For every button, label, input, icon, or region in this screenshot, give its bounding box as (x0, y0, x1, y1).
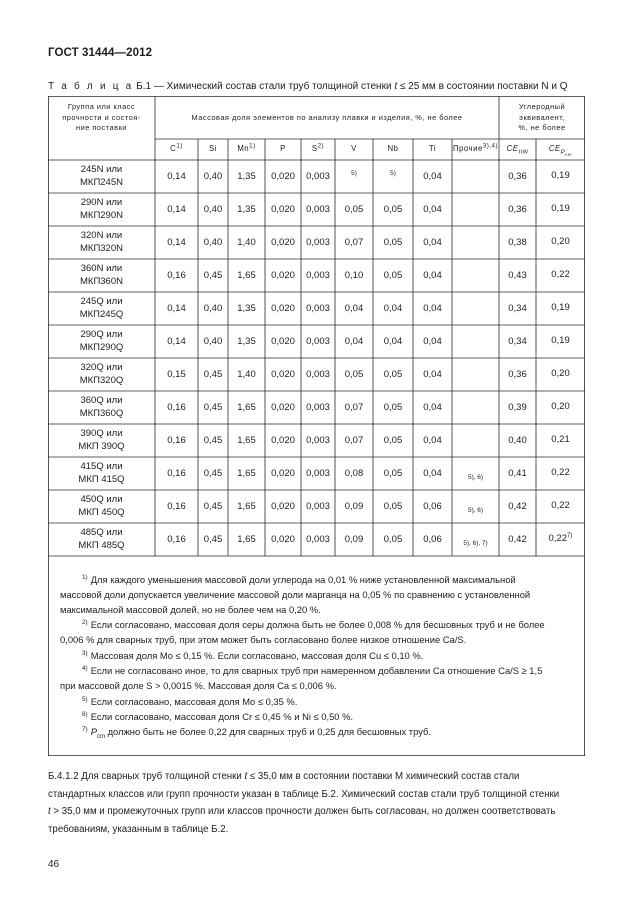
caption-label: Т а б л и ц а (48, 81, 134, 92)
row-grade-line-1: 320N или (80, 230, 123, 241)
row-cepcm (536, 434, 585, 446)
row-c: 0,16 (167, 402, 186, 413)
ce-pcm-sub: Pcm (560, 149, 573, 157)
row-v: 0,08 (344, 468, 364, 479)
row-p: 0,020 (271, 369, 295, 380)
row-s: 0,003 (306, 204, 330, 215)
row-grade-line-2: МКП 390Q (78, 441, 125, 452)
row-nb: 0,05 (383, 534, 403, 545)
row-grade-line-2: МКП290Q (79, 342, 124, 353)
header-element-1 (198, 144, 228, 155)
header-group-line: Группа или класс (67, 102, 136, 111)
row-c: 0,16 (167, 501, 186, 512)
header-element-2 (228, 144, 265, 155)
header-element-3 (265, 144, 301, 155)
header-element-0 (155, 144, 198, 155)
row-p: 0,020 (271, 501, 295, 512)
cepcm-value: 0,19 (551, 203, 570, 214)
row-grade-line-2: МКП320N (80, 243, 123, 254)
row-grade-line-1: 245N или (80, 164, 123, 175)
row-c: 0,14 (167, 171, 186, 182)
row-s: 0,003 (306, 468, 330, 479)
row-v-mark: 5) (351, 170, 357, 177)
note-text: массовой доли допускается увеличение массовой доли марганца на 0,05 % по сравнению с установленной (60, 589, 531, 600)
element-symbol: C (170, 144, 177, 153)
element-footnote-mark: 1) (249, 142, 256, 150)
note-mark: 3) (82, 649, 88, 657)
row-cepcm (536, 236, 585, 248)
header-carbon-eq-line: эквивалент, (519, 112, 565, 122)
row-si: 0,45 (203, 534, 223, 545)
note-text: должно быть не более 0,22 для сварных труб и 0,25 для бесшовных труб. (107, 726, 431, 737)
row-si: 0,45 (203, 468, 223, 479)
row-si: 0,40 (203, 171, 223, 182)
cepcm-value: 0,21 (551, 434, 570, 445)
para-line-2: стандартных классов или групп прочности указан в таблице Б.2. Химический состав стали труб толщиной стенки (48, 788, 560, 800)
row-si: 0,40 (203, 303, 223, 314)
note-line (60, 617, 573, 632)
row-si: 0,45 (203, 369, 223, 380)
row-cepcm (536, 401, 585, 413)
note-mark: 6) (82, 710, 88, 718)
row-grade-line-1: 290N или (80, 197, 123, 208)
row-nb: 0,05 (383, 204, 403, 215)
row-v: 0,07 (344, 402, 364, 413)
row-s: 0,003 (306, 336, 330, 347)
header-element-8 (452, 144, 499, 155)
header-element-4 (301, 144, 335, 155)
document-code: ГОСТ 31444—2012 (48, 47, 153, 59)
cepcm-value: 0,19 (551, 170, 570, 181)
row-cepcm (536, 467, 585, 479)
para-var-1: t (244, 771, 248, 782)
row-grade-line-1: 485Q или (80, 527, 123, 538)
cepcm-value: 0,19 (551, 335, 570, 346)
row-p: 0,020 (271, 171, 295, 182)
row-p: 0,020 (271, 468, 295, 479)
row-p: 0,020 (271, 237, 295, 248)
header-carbon-eq-line: %, не более (518, 123, 566, 132)
note-text: при массовой доле S > 0,0015 %. Массовая доля Ca ≤ 0,006 %. (60, 680, 337, 691)
row-s: 0,003 (306, 534, 330, 545)
row-ti: 0,04 (423, 468, 442, 479)
row-p: 0,020 (271, 534, 295, 545)
header-element-6 (373, 144, 413, 155)
header-carbon-eq-line: Углеродный (518, 102, 566, 111)
row-ti: 0,06 (423, 501, 442, 512)
ce-iiw-symbol: CE (506, 144, 519, 153)
row-v: 0,04 (344, 303, 364, 314)
row-nb: 0,05 (383, 369, 403, 380)
row-cepcm (536, 533, 585, 545)
row-c: 0,16 (167, 534, 186, 545)
table-caption (48, 81, 567, 92)
header-element-5 (335, 144, 373, 155)
cepcm-value: 0,22 (551, 500, 570, 511)
cepcm-value: 0,22 (551, 467, 570, 478)
note-mark: 2) (82, 618, 88, 626)
cepcm-value: 0,22 (551, 269, 570, 280)
row-mn: 1,65 (237, 501, 256, 512)
row-grade-line-1: 360N или (80, 263, 123, 274)
row-ceiiw: 0,42 (508, 501, 527, 512)
row-cepcm (536, 170, 585, 182)
row-grade-line-2: МКП 450Q (78, 507, 125, 518)
row-nb: 0,05 (383, 435, 403, 446)
note-text: Для каждого уменьшения массовой доли углерода на 0,01 % ниже установленной максимальной (90, 574, 516, 585)
row-grade-line-2: МКП320Q (79, 375, 124, 386)
element-symbol: Mn (237, 144, 250, 153)
note-line (60, 694, 573, 709)
body-paragraph (48, 768, 588, 838)
row-ceiiw: 0,36 (508, 171, 527, 182)
note-text: Если согласовано, массовая доля Cr ≤ 0,45 % и Ni ≤ 0,50 %. (90, 711, 354, 722)
element-symbol: Si (209, 144, 217, 153)
row-ti: 0,04 (423, 303, 442, 314)
note-mark: 7) (82, 725, 88, 733)
element-symbol: S (311, 144, 318, 153)
cepcm-value: 0,19 (551, 302, 570, 313)
note-mark: 5) (82, 695, 88, 703)
row-grade-line-1: 390Q или (80, 428, 123, 439)
row-mn: 1,35 (237, 171, 256, 182)
row-ceiiw: 0,40 (508, 435, 527, 446)
row-v: 0,09 (344, 501, 364, 512)
row-s: 0,003 (306, 435, 330, 446)
row-grade-line-2: МКП360Q (79, 408, 124, 419)
row-mn: 1,65 (237, 435, 256, 446)
ce-pcm-subsub: cm (565, 151, 573, 157)
header-ce-iiw (499, 144, 536, 155)
row-nb-mark: 5) (390, 170, 396, 177)
row-mn: 1,40 (237, 237, 256, 248)
row-v: 0,04 (344, 336, 364, 347)
row-mn: 1,65 (237, 270, 256, 281)
row-s: 0,003 (306, 402, 330, 413)
note-line (60, 648, 573, 663)
row-p: 0,020 (271, 204, 295, 215)
para-line-4: требованиям, указанным в таблице Б.2. (48, 823, 229, 835)
note-line (60, 709, 573, 724)
header-mass-fraction: Массовая доля элементов по анализу плавки и изделия, %, не более (191, 113, 463, 122)
row-s: 0,003 (306, 501, 330, 512)
note-text: Если согласовано, массовая доля серы должна быть не более 0,008 % для бесшовных труб и не более (90, 619, 545, 630)
row-cepcm (536, 203, 585, 215)
row-nb: 0,05 (383, 468, 403, 479)
element-symbol: P (280, 144, 286, 153)
row-ceiiw: 0,43 (508, 270, 527, 281)
row-nb: 0,04 (383, 303, 403, 314)
cepcm-footnote-mark: 7) (566, 531, 573, 539)
header-group-line: ние поставки (76, 123, 127, 132)
row-mn: 1,65 (237, 402, 256, 413)
element-symbol: Ti (428, 144, 437, 153)
row-nb: 0,04 (383, 336, 403, 347)
row-grade-line-1: 245Q или (80, 296, 123, 307)
element-footnote-mark: 3),4) (482, 142, 499, 150)
pcm-sub: cm (96, 733, 105, 740)
row-grade-line-1: 450Q или (80, 494, 123, 505)
row-ceiiw: 0,38 (508, 237, 527, 248)
row-grade-line-2: МКП245Q (79, 309, 124, 320)
row-mn: 1,35 (237, 303, 256, 314)
row-v: 0,05 (344, 204, 364, 215)
row-grade-line-2: МКП 415Q (78, 474, 125, 485)
para-line-1b: ≤ 35,0 мм в состоянии поставки М химический состав стали (247, 771, 520, 782)
cepcm-value: 0,20 (551, 401, 570, 412)
row-si: 0,40 (203, 237, 223, 248)
note-line (60, 663, 573, 678)
row-p: 0,020 (271, 435, 295, 446)
row-c: 0,14 (167, 336, 186, 347)
note-7 (60, 724, 573, 739)
note-text: Если не согласовано иное, то для сварных труб при намеренном добавлении Ca отношение Ca/S ≥ 1,5 (90, 665, 543, 676)
caption-text: Б.1 — Химический состав стали труб толщиной стенки (136, 81, 392, 92)
note-text: максимальной массовой долей, но не более чем на 0,20 %. (60, 604, 321, 615)
row-p: 0,020 (271, 402, 295, 413)
row-p: 0,020 (271, 303, 295, 314)
row-s: 0,003 (306, 171, 330, 182)
row-ti: 0,04 (423, 402, 442, 413)
header-ce-pcm (536, 144, 585, 155)
row-c: 0,14 (167, 237, 186, 248)
row-mn: 1,35 (237, 336, 256, 347)
row-c: 0,14 (167, 303, 186, 314)
row-c: 0,16 (167, 435, 186, 446)
row-si: 0,45 (203, 402, 223, 413)
note-text: 0,006 % для сварных труб, при этом может быть согласовано более низкое отношение Ca/S. (60, 634, 467, 645)
row-grade-line-1: 415Q или (80, 461, 123, 472)
row-grade-line-1: 320Q или (80, 362, 123, 373)
note-line (60, 678, 573, 693)
row-nb: 0,05 (383, 402, 403, 413)
row-grade-line-2: МКП360N (80, 276, 123, 287)
row-ti: 0,04 (423, 204, 442, 215)
note-mark: 1) (82, 573, 88, 581)
row-ti: 0,04 (423, 237, 442, 248)
row-ti: 0,04 (423, 171, 442, 182)
para-line-1a: Б.4.1.2 Для сварных труб толщиной стенки (48, 771, 245, 782)
row-v: 0,07 (344, 435, 364, 446)
note-line (60, 632, 573, 647)
row-ceiiw: 0,42 (508, 534, 527, 545)
row-ceiiw: 0,34 (508, 303, 527, 314)
para-line-3: > 35,0 мм и промежуточных групп или классов прочности должен быть согласован, но должен соответствовать (50, 806, 556, 817)
row-nb: 0,05 (383, 237, 403, 248)
row-mn: 1,65 (237, 534, 256, 545)
row-v: 0,05 (344, 369, 364, 380)
row-cepcm (536, 368, 585, 380)
ce-pcm-symbol: CE (548, 144, 561, 153)
row-cepcm (536, 302, 585, 314)
row-s: 0,003 (306, 369, 330, 380)
header-element-7 (413, 144, 452, 155)
row-ceiiw: 0,36 (508, 369, 527, 380)
caption-var: t (394, 81, 398, 92)
row-other-mark: 5), 6) (468, 474, 483, 481)
row-grade-line-2: МКП245N (80, 177, 123, 188)
cepcm-value: 0,20 (551, 236, 570, 247)
row-c: 0,14 (167, 204, 186, 215)
row-s: 0,003 (306, 237, 330, 248)
element-footnote-mark: 2) (317, 142, 325, 150)
page-number: 46 (48, 859, 60, 870)
ce-iiw-sub: IIW (518, 149, 529, 156)
cepcm-value: 0,20 (551, 368, 570, 379)
row-mn: 1,40 (237, 369, 256, 380)
row-grade-line-1: 290Q или (80, 329, 123, 340)
row-p: 0,020 (271, 270, 295, 281)
row-grade-line-2: МКП290N (80, 210, 123, 221)
caption-cond: ≤ 25 мм в состоянии поставки N и Q (399, 81, 568, 92)
row-cepcm (536, 269, 585, 281)
row-si: 0,45 (203, 435, 223, 446)
row-ceiiw: 0,39 (508, 402, 527, 413)
cepcm-value: 0,22 (548, 533, 567, 544)
element-symbol: V (351, 144, 357, 153)
row-mn: 1,65 (237, 468, 256, 479)
row-si: 0,40 (203, 204, 223, 215)
element-symbol: Nb (387, 144, 399, 153)
note-line (60, 572, 573, 587)
row-c: 0,16 (167, 468, 186, 479)
row-s: 0,003 (306, 270, 330, 281)
row-mn: 1,35 (237, 204, 256, 215)
row-s: 0,003 (306, 303, 330, 314)
row-ti: 0,04 (423, 369, 442, 380)
row-si: 0,40 (203, 336, 223, 347)
row-v: 0,07 (344, 237, 364, 248)
row-grade-line-2: МКП 485Q (78, 540, 125, 551)
row-grade-line-1: 360Q или (80, 395, 123, 406)
row-ti: 0,04 (423, 435, 442, 446)
row-ceiiw: 0,36 (508, 204, 527, 215)
row-si: 0,45 (203, 501, 223, 512)
row-cepcm (536, 335, 585, 347)
row-v: 0,09 (344, 534, 364, 545)
row-nb: 0,05 (383, 501, 403, 512)
note-mark: 4) (82, 664, 88, 672)
note-text: Массовая доля Mo ≤ 0,15 %. Если согласовано, массовая доля Cu ≤ 0,10 %. (90, 650, 424, 661)
row-p: 0,020 (271, 336, 295, 347)
row-si: 0,45 (203, 270, 223, 281)
header-group-line: прочности и состоя- (62, 112, 141, 122)
note-text: Если согласовано, массовая доля Mo ≤ 0,35 %. (90, 696, 298, 707)
note-line (60, 587, 573, 602)
row-cepcm (536, 500, 585, 512)
row-nb: 0,05 (383, 270, 403, 281)
pcm-symbol: P (90, 726, 97, 737)
element-footnote-mark: 1) (176, 142, 183, 150)
row-ti: 0,04 (423, 336, 442, 347)
row-other-mark: 5), 6), 7) (463, 540, 488, 547)
row-c: 0,16 (167, 270, 186, 281)
row-other-mark: 5), 6) (468, 507, 483, 514)
para-var-2: t (48, 806, 51, 817)
row-ceiiw: 0,34 (508, 336, 527, 347)
row-v: 0,10 (344, 270, 364, 281)
row-ti: 0,04 (423, 270, 442, 281)
note-line (60, 602, 573, 617)
row-ti: 0,06 (423, 534, 442, 545)
row-ceiiw: 0,41 (508, 468, 527, 479)
row-c: 0,15 (167, 369, 186, 380)
element-symbol: Прочие (452, 144, 483, 153)
